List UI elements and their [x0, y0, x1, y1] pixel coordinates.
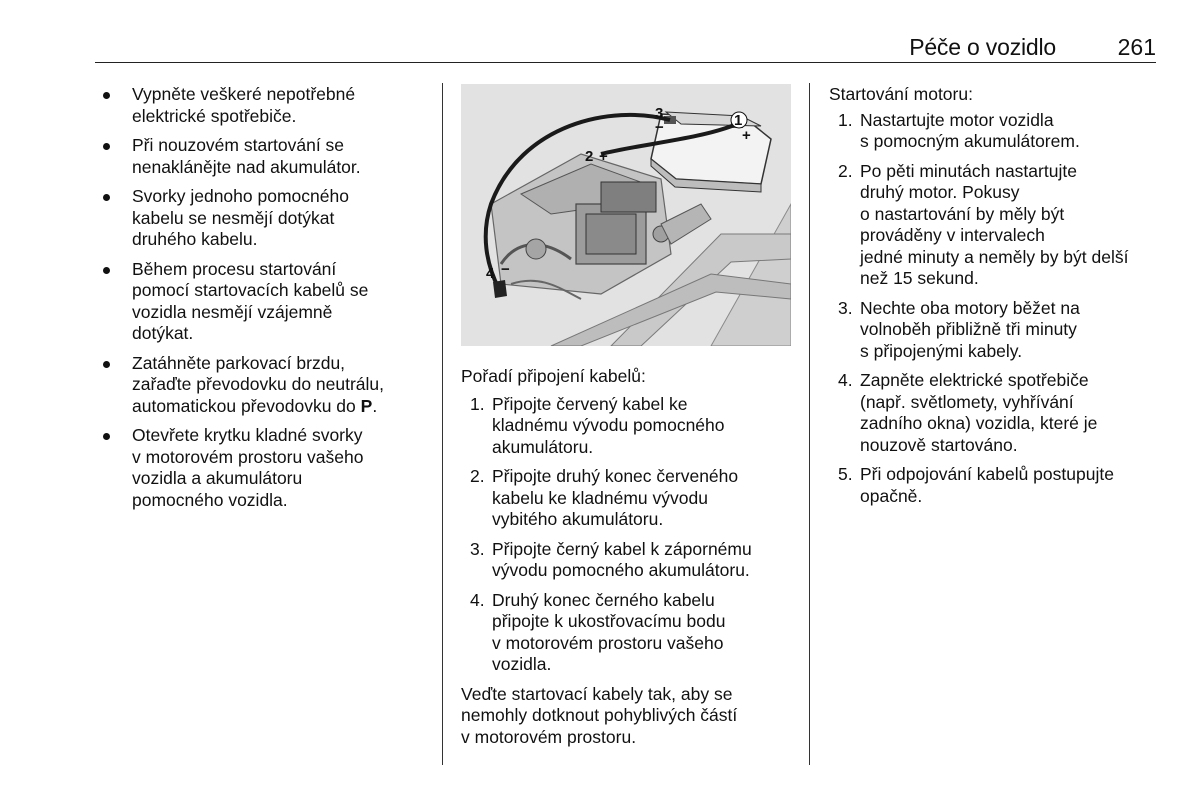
minus-sign-label: − — [655, 119, 664, 136]
step-item: 4. Druhý konec černého kabelu připojte k ukostřovacímu bodu v motorovém prostoru vašeho vozidla. — [470, 589, 726, 674]
section-title: Péče o vozidlo — [909, 34, 1056, 60]
plus-sign-label-2: + — [599, 148, 608, 165]
step-item: 1. Nastartujte motor vozidla s pomocným akumulátorem. — [838, 109, 1080, 151]
step-item: 3. Nechte oba motory běžet na volnoběh přibližně tři minuty s připojenými kabely. — [838, 297, 1080, 361]
step-item: 3. Připojte černý kabel k zápornému vývodu pomocného akumulátoru. — [470, 538, 752, 580]
cable-connection-steps — [461, 394, 796, 676]
bullet-dot-icon — [103, 194, 110, 201]
park-position-label: P — [360, 395, 373, 416]
engine-start-steps — [829, 110, 1164, 508]
step-item: 1. Připojte červený kabel ke kladnému vývodu pomocného akumulátoru. — [470, 393, 725, 457]
bullet-dot-icon — [103, 143, 110, 150]
column-divider-right — [809, 83, 810, 765]
safety-bullet-list — [98, 84, 428, 511]
bullet-item: Při nouzovém startování se nenaklánějte nad akumulátor. — [98, 135, 428, 178]
bullet-item: Svorky jednoho pomocného kabelu se nesmějí dotýkat druhého kabelu. — [98, 186, 428, 251]
engine-start-heading: Startování motoru: — [829, 84, 973, 104]
bullet-item: Zatáhněte parkovací brzdu, zařaďte převodovku do neutrálu, automatickou převodovku do P. — [98, 353, 428, 418]
step-item: 2. Připojte druhý konec červeného kabelu ke kladnému vývodu vybitého akumulátoru. — [470, 466, 739, 529]
step-item: 5. Při odpojování kabelů postupujte opačně. — [838, 464, 1114, 506]
bullet-dot-icon — [103, 361, 110, 368]
column-1 — [98, 84, 428, 519]
engine-bay-drawing — [461, 84, 791, 346]
bullet-item: Otevřete krytku kladné svorky v motorovém prostoru vašeho vozidla a akumulátoru pomocného vozidla. — [98, 425, 428, 511]
plus-sign-label-1: + — [742, 127, 751, 144]
terminal-label-3: 3 — [655, 105, 664, 122]
bullet-item: Vypněte veškeré nepotřebné elektrické spotřebiče. — [98, 84, 428, 127]
page-header — [95, 30, 1156, 63]
bullet-dot-icon — [103, 92, 110, 99]
jump-start-illustration — [461, 84, 791, 346]
step-item: 2. Po pěti minutách nastartujte druhý motor. Pokusy o nastartování by měly být prováděny v intervalech jedné minuty a neměly by být delší než 15 sekund. — [838, 160, 1129, 288]
terminal-label-2: 2 — [585, 148, 594, 165]
column-2 — [461, 366, 796, 754]
terminal-label-4: 4 — [486, 265, 495, 282]
bullet-dot-icon — [103, 267, 110, 274]
cable-routing-note: Veďte startovací kabely tak, aby se nemohly dotknout pohyblivých částí v motorovém prostoru. — [461, 683, 738, 747]
column-divider-left — [442, 83, 443, 765]
bullet-item: Během procesu startování pomocí startovacích kabelů se vozidla nesmějí vzájemně dotýkat. — [98, 259, 428, 345]
terminal-label-1: 1 — [734, 112, 743, 129]
minus-sign-label-4: − — [501, 261, 510, 278]
step-item: 4. Zapněte elektrické spotřebiče (např. světlomety, vyhřívání zadního okna) vozidla, které je nouzově startováno. — [838, 370, 1098, 455]
cable-order-heading: Pořadí připojení kabelů: — [461, 366, 646, 386]
page-number: 261 — [1117, 34, 1156, 60]
bullet-dot-icon — [103, 433, 110, 440]
column-3 — [829, 84, 1164, 515]
